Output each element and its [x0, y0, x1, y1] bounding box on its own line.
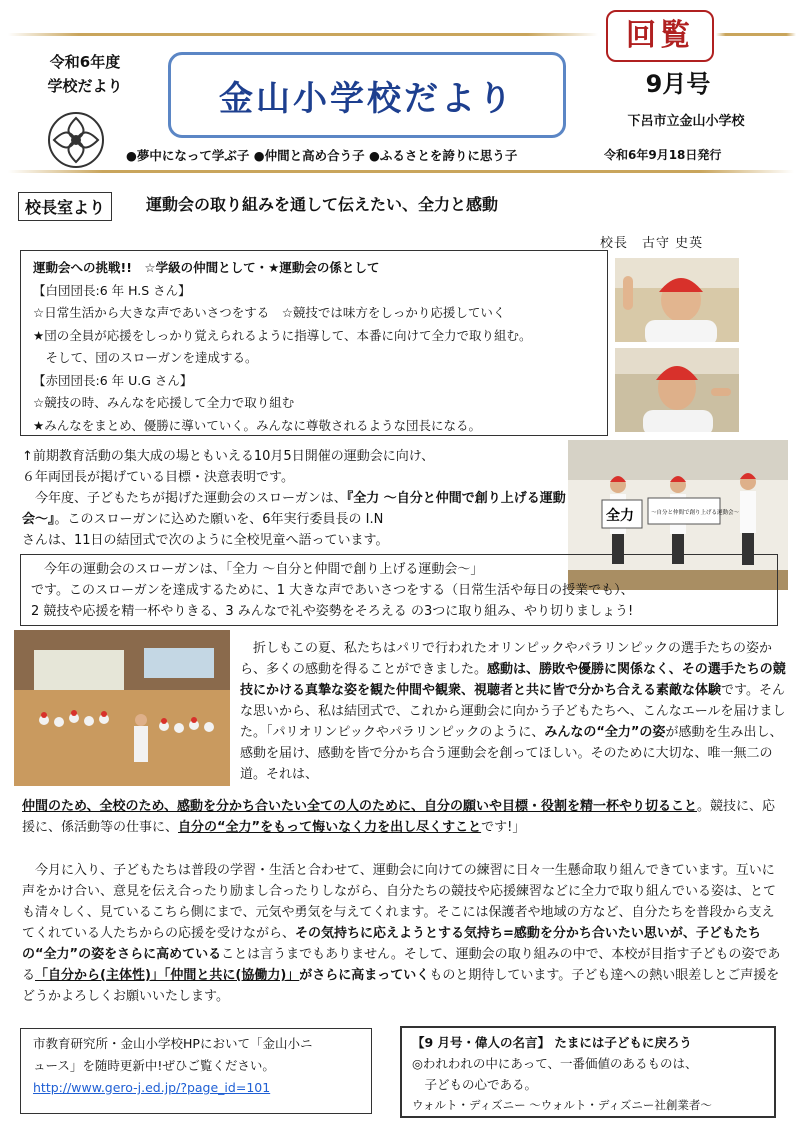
captain-goals-heading: 運動会への挑戦!! ☆学級の仲間として・★運動会の係として: [33, 260, 380, 275]
intro-line: さんは、11日の結団式で次のように全校児童へ語っています。: [22, 533, 389, 548]
newsletter-title: 金山小学校だより: [219, 78, 515, 119]
issue-label: 9月号: [645, 70, 711, 98]
practice-emphasis: がさらに高まっていく: [299, 968, 430, 983]
speech-line: です。このスローガンを達成するために、1 大きな声であいさつをする（日常生活や毎日の授業でも）、: [31, 583, 634, 598]
newsletter-type-line: 学校だより: [47, 77, 123, 95]
captain-goals-line: 【白団団長:6 年 H.S さん】: [33, 282, 191, 298]
quote-title: 【9 月号・偉人の名言】 たまには子どもに戻ろう: [412, 1035, 692, 1050]
school-website-link[interactable]: http://www.gero-j.ed.jp/?page_id=101: [33, 1080, 271, 1095]
olympic-underline: 自分の“全力”をもって悔いなく力を出し尽くすこと: [178, 820, 482, 835]
student-figure: [740, 473, 756, 565]
practice-paragraph: [22, 860, 786, 1007]
school-mottos: ●夢中になって学ぶ子 ●仲間と高め合う子 ●ふるさとを誇りに思う子: [126, 148, 518, 163]
olympic-underline: 仲間のため、全校のため、感動を分かち合いたい全ての人のために、自分の願いや目標・役割を精一杯やり切ること: [22, 799, 697, 814]
speech-line: 今年の運動会のスローガンは、「全力 ～自分と仲間で創り上げる運動会～」: [31, 562, 484, 577]
quote-box: [400, 1026, 776, 1118]
captain-goals-line: ☆日常生活から大きな声であいさつをする ☆競技では味方をしっかり応援していく: [33, 305, 506, 320]
olympic-paragraph-bottom: [22, 796, 786, 838]
website-notice-box: [20, 1028, 372, 1114]
practice-underline: 「自分から(主体性)」「仲間と共に(協働力)」: [35, 968, 300, 983]
olympic-text: です。そんな思いから、私は結団式で、これから運動会に向かう子どもたちへ、こんなエールを届けました。「パリオリンピックやパラリンピックのように、: [240, 683, 786, 740]
olympic-emphasis: みんなの“全力”の姿: [544, 725, 666, 740]
practice-text: 今月に入り、子どもたちは普段の学習・生活と合わせて、運動会に向けての練習に日々一生懸命取り組んできています。互いに声をかけ合い、意見を伝え合ったり励まし合ったりしながら、自分たちの競技や応援練習などに全力で取り組んでいる姿は、とても清々しく、見ているこちら側にまで、元気や勇気を与えてくれます。そこには保護者や地域の方など、自分たちを普段から支えてくれている人たちからの応援を受けながら、: [22, 863, 777, 941]
intro-line: [22, 488, 566, 530]
slogan-speech-box: [20, 554, 778, 626]
fiscal-year-label: [20, 50, 150, 98]
section-title: 運動会の取り組みを通して伝えたい、全力と感動: [146, 195, 499, 214]
slogan-text: 『全力 ～自分と仲間で創り上げる運動会～』: [22, 491, 566, 527]
speech-line: 2 競技や応援を精一杯やりきる、3 みんなで礼や姿勢をそろえる の3つに取り組み、やり切りましょう!: [31, 604, 634, 619]
practice-text: ものと期待しています。子ども達への熱い眼差しとご声援をどうかよろしくお願いいたします。: [22, 968, 780, 1004]
website-notice-line: ュース」を随時更新中!ぜひご覧ください。: [33, 1058, 275, 1073]
captain-goals-box: [20, 250, 608, 436]
publish-date: 令和6年9月18日発行: [604, 148, 722, 162]
captain-goals-line: ★みんなをまとめ、優勝に導いていく。みんなに尊敬されるような団長になる。: [33, 417, 481, 433]
newsletter-title-box: [168, 52, 566, 138]
red-captain-photo: [615, 348, 739, 432]
captain-goals-line: ★団の全員が応援をしっかり覚えられるように指導して、本番に向けて全力で取り組む。: [33, 327, 532, 343]
header-top-rule: [8, 33, 598, 36]
olympic-text: 。競技に、応援に、係活動等の仕事に、: [22, 799, 775, 835]
header-top-rule-right: [716, 33, 796, 36]
captain-goals-line: そして、団のスローガンを達成する。: [33, 350, 258, 365]
website-notice-line: 市教育研究所・金山小学校HPにおいて「金山小ニ: [33, 1036, 313, 1051]
olympic-text: が感動を生み出し、感動を届け、感動を皆で分かち合う運動会を創ってほしい。そのために大切な、唯一無二の道。それは、: [240, 725, 783, 782]
olympic-text: です!」: [481, 820, 526, 835]
olympic-emphasis: 感動は、勝敗や優勝に関係なく、その選手たちの競技にかける真摯な姿を観た仲間や観衆、視聴者と共に皆で分かち合える素敵な体験: [240, 662, 786, 698]
header-bottom-rule: [8, 170, 794, 173]
intro-text: 今年度、子どもたちが掲げた運動会のスローガンは、: [22, 491, 347, 506]
fiscal-year-line: 令和6年度: [49, 53, 121, 71]
slogan-sign-small: ～自分と仲間で創り上げる運動会～: [651, 510, 740, 516]
olympic-paragraph-top: [240, 638, 786, 785]
school-emblem-icon: [46, 110, 106, 170]
quote-line: ◎われわれの中にあって、一番価値のあるものは、: [412, 1056, 698, 1071]
white-captain-photo: [615, 258, 739, 342]
intro-line: ６年両団長が掲げている目標・決意表明です。: [22, 470, 294, 485]
captain-goals-line: 【赤団団長:6 年 U.G さん】: [33, 372, 193, 388]
practice-text: ことは言うまでもありません。そして、運動会の取り組みの中で、本校が目指す子どもの姿である: [22, 947, 781, 983]
intro-text: 。このスローガンに込めた願いを、6年実行委員長の I.N: [54, 512, 384, 527]
practice-emphasis: その気持ちに応えようとする気持ち=感動を分かち合いたい思いが、子どもたちの“全力”の姿をさらに高めている: [22, 926, 761, 962]
captain-goals-line: ☆競技の時、みんなを応援して全力で取り組む: [33, 395, 295, 410]
principal-name: 校長 古守 史英: [600, 236, 704, 251]
intro-paragraph: [22, 446, 566, 551]
section-label: 校長室より: [18, 192, 112, 221]
quote-attribution: ウォルト・ディズニー ～ウォルト・ディズニー社創業者～: [412, 1098, 712, 1112]
slogan-sign-big: 全力: [606, 508, 634, 524]
school-name: 下呂市立金山小学校: [627, 114, 745, 129]
quote-line: 子どもの心である。: [412, 1077, 538, 1092]
olympic-text: 折しもこの夏、私たちはパリで行われたオリンピックやパラリンピックの選手たちの姿から、多くの感動を得ることができました。: [240, 641, 772, 677]
gym-practice-photo: [14, 630, 230, 786]
circulation-stamp: 回覧: [606, 10, 714, 62]
intro-line: ↑前期教育活動の集大成の場ともいえる10月5日開催の運動会に向け、: [22, 449, 435, 464]
